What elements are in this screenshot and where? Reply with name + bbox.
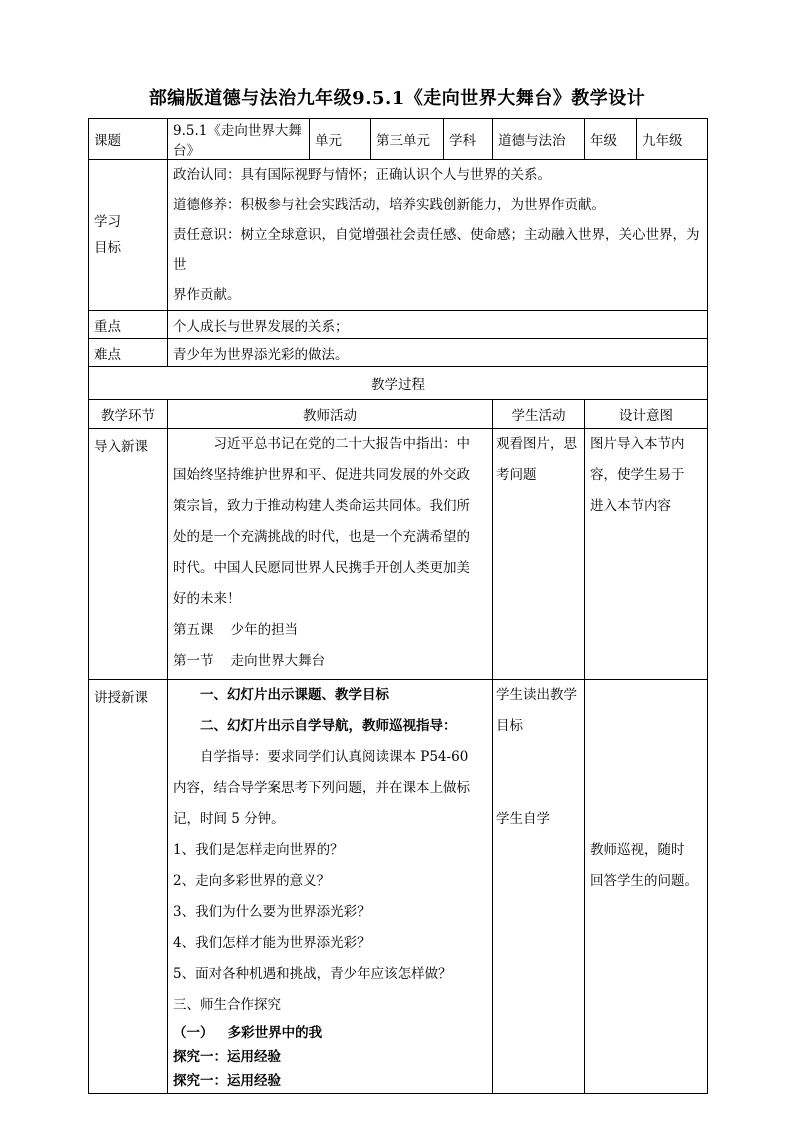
header-intent: 设计意图	[585, 400, 708, 429]
info-row	[89, 119, 708, 160]
key-point-label: 重点	[89, 311, 168, 339]
goals-label	[89, 160, 168, 311]
intro-stage-label: 导入新课	[94, 439, 148, 455]
intro-intent	[585, 429, 708, 680]
teaching-row	[89, 680, 708, 1094]
process-header-row	[89, 400, 708, 429]
grade-label: 年级	[585, 119, 637, 160]
goals-content	[168, 160, 708, 311]
teach-student	[493, 680, 585, 1094]
question-2: 2、走向多彩世界的意义？	[173, 873, 331, 889]
teach-student-a2: 目标	[496, 718, 523, 734]
goal-responsibility-cont: 界作贡献。	[173, 287, 241, 303]
teach-guide-a: 自学指导：要求同学们认真阅读课本 P54-60	[200, 749, 469, 765]
teach-intent-b1: 教师巡视，随时	[590, 842, 685, 858]
intro-intent-line: 图片导入本节内	[590, 436, 685, 452]
key-point-row	[89, 311, 708, 339]
key-point-value: 个人成长与世界发展的关系；	[168, 311, 708, 339]
teach-student-b: 学生自学	[496, 811, 550, 827]
subject-value: 道德与法治	[493, 119, 585, 160]
difficulty-value: 青少年为世界添光彩的做法。	[168, 339, 708, 367]
subject-label: 学科	[444, 119, 493, 160]
goal-moral: 道德修养：积极参与社会实践活动，培养实践创新能力，为世界作贡献。	[173, 197, 605, 213]
header-student: 学生活动	[493, 400, 585, 429]
intro-intent-line: 进入本节内容	[590, 498, 671, 514]
teach-subtopic: （一） 多彩世界中的我	[173, 1025, 323, 1041]
intro-student-line: 考问题	[496, 467, 537, 483]
topic-label: 课题	[89, 119, 168, 160]
document-title: 部编版道德与法治九年级9.5.1《走向世界大舞台》教学设计	[148, 88, 646, 109]
teach-guide-c: 记，时间 5 分钟。	[173, 811, 285, 827]
header-teacher: 教师活动	[168, 400, 493, 429]
header-stage: 教学环节	[89, 400, 168, 429]
explore-item: 探究一：运用经验	[173, 1073, 281, 1089]
teach-student-a1: 学生读出教学	[496, 687, 577, 703]
intro-section: 第一节 走向世界大舞台	[173, 653, 326, 669]
goals-label-1: 学习	[94, 214, 121, 230]
grade-value: 九年级	[637, 119, 708, 160]
intro-row	[89, 429, 708, 680]
intro-stage	[89, 429, 168, 680]
teach-step-3: 三、师生合作探究	[173, 997, 281, 1013]
process-title: 教学过程	[89, 367, 708, 400]
goals-row	[89, 160, 708, 311]
unit-label: 单元	[310, 119, 371, 160]
intro-teacher-line: 处的是一个充满挑战的时代，也是一个充满希望的	[173, 529, 470, 545]
difficulty-label: 难点	[89, 339, 168, 367]
unit-value: 第三单元	[371, 119, 444, 160]
intro-teacher-line: 好的未来！	[173, 591, 241, 607]
difficulty-row	[89, 339, 708, 367]
teach-stage-label: 讲授新课	[94, 690, 148, 706]
process-title-row	[89, 367, 708, 400]
teach-intent-b2: 回答学生的问题。	[590, 873, 698, 889]
intro-intent-line: 容，使学生易于	[590, 467, 685, 483]
explore-item: 探究一：运用经验	[173, 1049, 281, 1065]
teach-intent	[585, 680, 708, 1094]
goal-responsibility: 责任意识：树立全球意识，自觉增强社会责任感、使命感；主动融入世界，关心世界，为世	[173, 227, 700, 273]
goal-political: 政治认同：具有国际视野与情怀；正确认识个人与世界的关系。	[173, 167, 551, 183]
question-4: 4、我们怎样才能为世界添光彩？	[173, 935, 371, 951]
lesson-plan-table	[88, 118, 708, 1094]
intro-teacher-line: 习近平总书记在党的二十大报告中指出：中	[213, 436, 470, 452]
intro-teacher-line: 策宗旨，致力于推动构建人类命运共同体。我们所	[173, 498, 470, 514]
teach-teacher	[168, 680, 493, 1094]
teach-guide-b: 内容，结合导学案思考下列问题，并在课本上做标	[173, 780, 470, 796]
question-3: 3、我们为什么要为世界添光彩？	[173, 904, 371, 920]
intro-teacher	[168, 429, 493, 680]
intro-teacher-line: 时代。中国人民愿同世界人民携手开创人类更加美	[173, 560, 470, 576]
teach-step-2: 二、幻灯片出示自学导航，教师巡视指导：	[200, 718, 457, 734]
intro-lesson: 第五课 少年的担当	[173, 622, 299, 638]
teach-step-1: 一、幻灯片出示课题、教学目标	[200, 687, 389, 703]
question-5: 5、面对各种机遇和挑战，青少年应该怎样做？	[173, 966, 452, 982]
teach-stage	[89, 680, 168, 1094]
intro-student	[493, 429, 585, 680]
intro-student-line: 观看图片，思	[496, 436, 577, 452]
intro-teacher-line: 国始终坚持维护世界和平、促进共同发展的外交政	[173, 467, 470, 483]
question-1: 1、我们是怎样走向世界的？	[173, 842, 344, 858]
goals-label-2: 目标	[94, 240, 121, 256]
topic-value: 9.5.1《走向世界大舞台》	[168, 119, 310, 160]
